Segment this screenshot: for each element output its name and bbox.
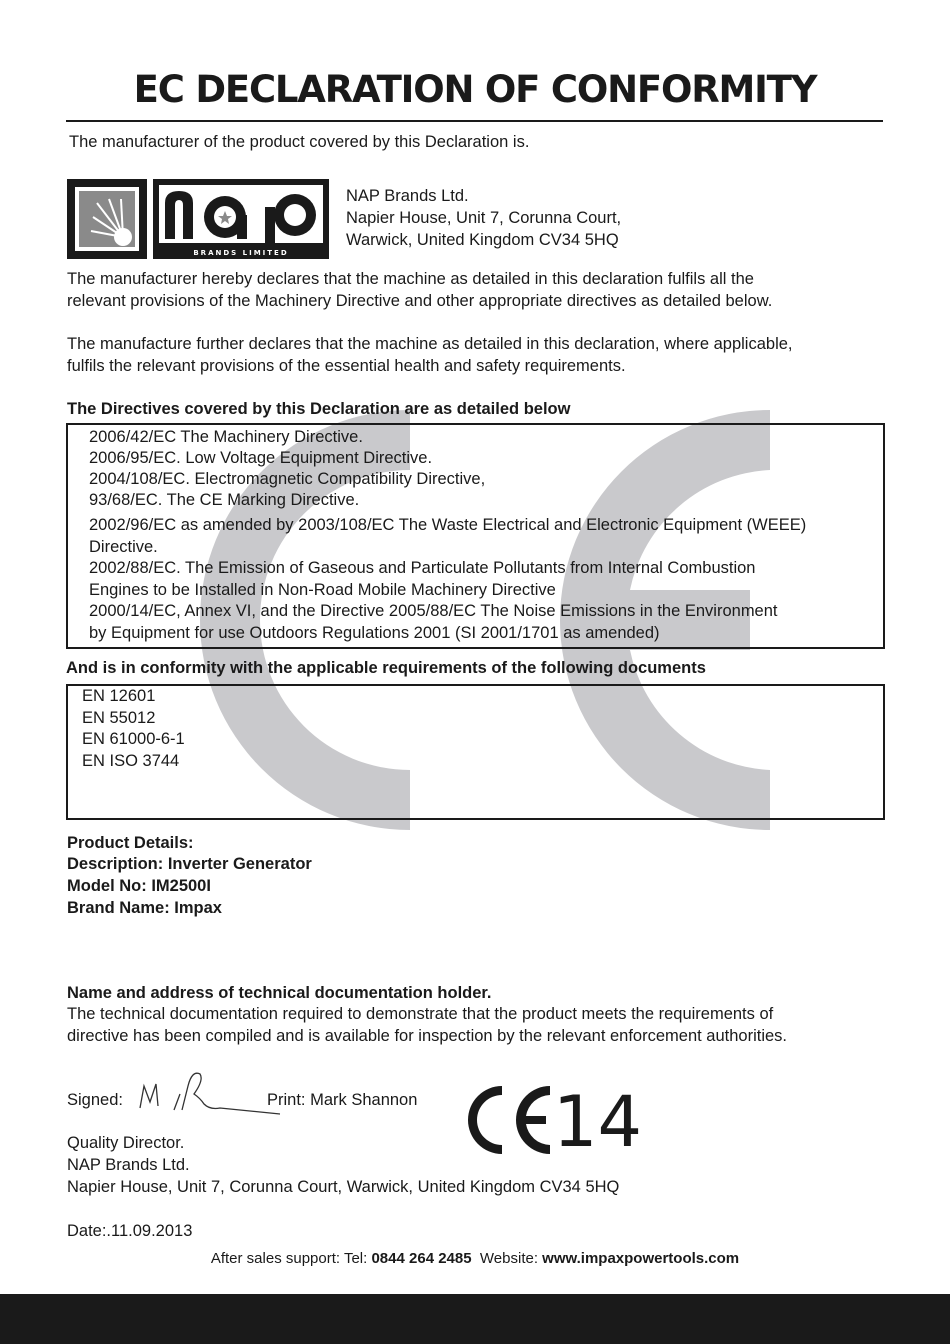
support-web-label: Website: (471, 1250, 543, 1267)
directive-item: Directive. (89, 538, 158, 556)
document-item: EN 61000-6-1 (82, 730, 185, 748)
product-brand: Brand Name: Impax (67, 899, 222, 917)
declaration-date: Date:.11.09.2013 (67, 1222, 193, 1240)
print-name: Print: Mark Shannon (267, 1091, 418, 1109)
directive-item: Engines to be Installed in Non-Road Mobile Machinery Directive (89, 581, 556, 599)
declaration-text-line: relevant provisions of the Machinery Directive and other appropriate directives as detailed below. (67, 292, 773, 310)
product-description: Description: Inverter Generator (67, 855, 312, 873)
product-details-heading: Product Details: (67, 834, 194, 852)
directive-item: by Equipment for use Outdoors Regulations 2001 (SI 2001/1701 as amended) (89, 624, 660, 642)
intro-text: The manufacturer of the product covered by this Declaration is. (69, 133, 530, 151)
svg-text:BRANDS LIMITED: BRANDS LIMITED (193, 249, 289, 257)
signatory-role: Quality Director. (67, 1134, 185, 1152)
tech-doc-text: directive has been compiled and is available for inspection by the relevant enforcement authorities. (67, 1027, 787, 1045)
product-model: Model No: IM2500I (67, 877, 211, 895)
declaration-text-line: The manufacture further declares that the machine as detailed in this declaration, where applicable, (67, 335, 793, 353)
manufacturer-name: NAP Brands Ltd. (346, 187, 469, 205)
signatory-company: NAP Brands Ltd. (67, 1156, 190, 1174)
handwritten-signature-icon (130, 1064, 290, 1122)
directive-item: 2006/42/EC The Machinery Directive. (89, 428, 363, 446)
declaration-text-line: The manufacturer hereby declares that the machine as detailed in this declaration fulfils all the (67, 270, 754, 288)
directive-item: 2000/14/EC, Annex VI, and the Directive 2005/88/EC The Noise Emissions in the Environment (89, 602, 778, 620)
document-item: EN ISO 3744 (82, 752, 180, 770)
support-tel-label: After sales support: Tel: (210, 1250, 372, 1267)
manufacturer-address-line2: Warwick, United Kingdom CV34 5HQ (346, 231, 619, 249)
footer-bar (0, 1294, 950, 1344)
support-website: www.impaxpowertools.com (542, 1250, 740, 1267)
document-item: EN 12601 (82, 687, 156, 705)
directive-item: 2002/96/EC as amended by 2003/108/EC The Waste Electrical and Electronic Equipment (WEEE) (89, 516, 807, 534)
directives-heading: The Directives covered by this Declaration are as detailed below (67, 400, 571, 418)
title-divider (66, 120, 883, 122)
documents-heading: And is in conformity with the applicable requirements of the following documents (66, 659, 706, 677)
tech-doc-text: The technical documentation required to demonstrate that the product meets the requirements of (67, 1005, 774, 1023)
tech-doc-heading: Name and address of technical documentation holder. (67, 984, 492, 1002)
nap-logo-icon (67, 177, 329, 261)
page-title: EC DECLARATION OF CONFORMITY (133, 68, 817, 111)
documents-box (66, 684, 885, 820)
directive-item: 2002/88/EC. The Emission of Gaseous and Particulate Pollutants from Internal Combustion (89, 559, 756, 577)
manufacturer-address-line1: Napier House, Unit 7, Corunna Court, (346, 209, 622, 227)
directive-item: 93/68/EC. The CE Marking Directive. (89, 491, 360, 509)
notified-body-number: 14 (553, 1081, 643, 1163)
document-item: EN 55012 (82, 709, 156, 727)
declaration-text-line: fulfils the relevant provisions of the essential health and safety requirements. (67, 357, 626, 375)
support-phone: 0844 264 2485 (371, 1250, 472, 1267)
signed-label: Signed: (67, 1091, 123, 1109)
ce-mark-icon (462, 1082, 554, 1158)
signatory-address: Napier House, Unit 7, Corunna Court, Warwick, United Kingdom CV34 5HQ (67, 1178, 620, 1196)
nap-logo (67, 177, 329, 266)
directive-item: 2006/95/EC. Low Voltage Equipment Directive. (89, 449, 433, 467)
after-sales-support (0, 1250, 950, 1267)
directive-item: 2004/108/EC. Electromagnetic Compatibility Directive, (89, 470, 486, 488)
